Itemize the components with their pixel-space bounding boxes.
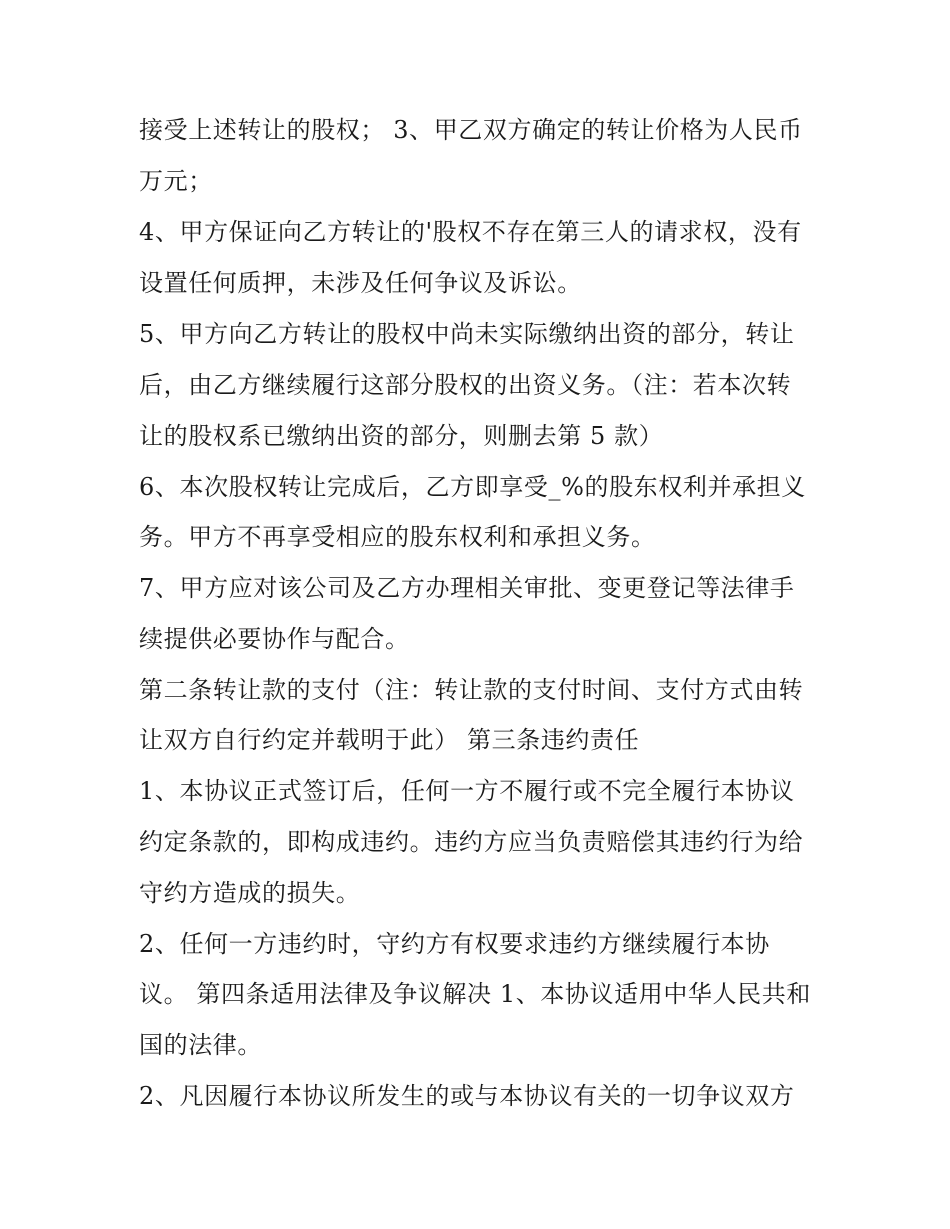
text-line-19: 国的法律。	[139, 1031, 262, 1059]
text-line-5: 5、甲方向乙方转让的股权中尚未实际缴纳出资的部分，转让	[139, 320, 795, 348]
text-line-4: 设置任何质押，未涉及任何争议及诉讼。	[139, 269, 582, 297]
text-line-13: 让双方自行约定并载明于此） 第三条违约责任	[139, 726, 640, 754]
text-line-14: 1、本协议正式签订后，任何一方不履行或不完全履行本协议	[139, 777, 795, 805]
text-line-15: 约定条款的，即构成违约。违约方应当负责赔偿其违约行为给	[139, 828, 804, 856]
text-line-7: 让的股权系已缴纳出资的部分，则删去第 5 款）	[139, 422, 664, 450]
text-line-8: 6、本次股权转让完成后，乙方即享受_%的股东权利并承担义	[139, 473, 806, 501]
text-line-1: 接受上述转让的股权； 3、甲乙双方确定的转让价格为人民币	[139, 116, 803, 144]
text-line-16: 守约方造成的损失。	[139, 879, 361, 907]
text-line-6: 后，由乙方继续履行这部分股权的出资义务。（注：若本次转	[139, 371, 792, 399]
text-line-10: 7、甲方应对该公司及乙方办理相关审批、变更登记等法律手	[139, 574, 795, 602]
text-line-18: 议。 第四条适用法律及争议解决 1、本协议适用中华人民共和	[139, 980, 811, 1008]
text-line-3: 4、甲方保证向乙方转让的'股权不存在第三人的请求权，没有	[139, 218, 802, 246]
text-line-12: 第二条转让款的支付（注：转让款的支付时间、支付方式由转	[139, 676, 804, 704]
text-line-17: 2、任何一方违约时，守约方有权要求违约方继续履行本协	[139, 930, 770, 958]
text-line-9: 务。甲方不再享受相应的股东权利和承担义务。	[139, 523, 656, 551]
text-line-11: 续提供必要协作与配合。	[139, 625, 410, 653]
text-line-2: 万元；	[139, 167, 213, 195]
text-line-20: 2、凡因履行本协议所发生的或与本协议有关的一切争议双方	[139, 1082, 795, 1110]
